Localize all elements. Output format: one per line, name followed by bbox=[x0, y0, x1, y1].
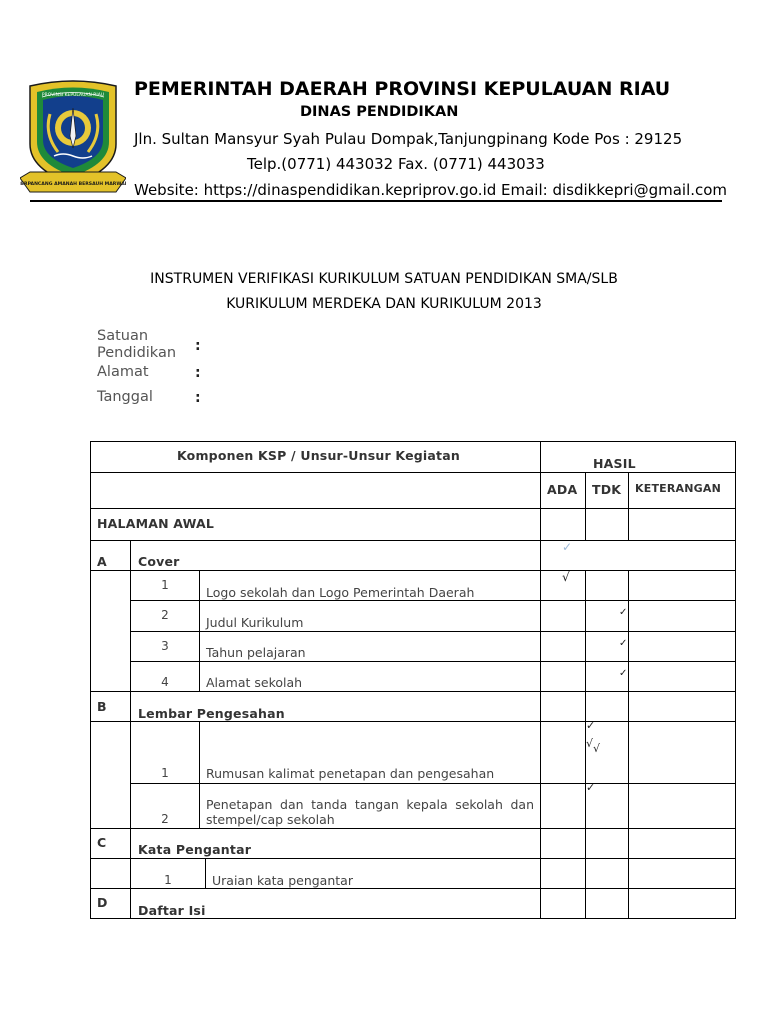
section-title-cover: Cover bbox=[138, 554, 180, 569]
check-mark-icon: √ bbox=[586, 737, 594, 750]
government-name: PEMERINTAH DAERAH PROVINSI KEPULAUAN RIAU bbox=[134, 78, 671, 100]
field-label-school-line1: Satuan bbox=[97, 328, 149, 344]
check-mark-icon: √ bbox=[562, 570, 570, 584]
check-mark-icon: √ bbox=[593, 742, 601, 755]
item-label-year: Tahun pelajaran bbox=[206, 645, 306, 660]
header-tdk: TDK bbox=[592, 482, 622, 497]
check-mark-icon: ✓ bbox=[562, 540, 573, 554]
section-title-toc: Daftar Isi bbox=[138, 903, 206, 918]
item-number: 3 bbox=[161, 639, 169, 653]
item-number: 1 bbox=[161, 766, 169, 780]
item-label-logo: Logo sekolah dan Logo Pemerintah Daerah bbox=[206, 585, 475, 600]
website-line: Website: https://dinaspendidikan.kepriprov.go.id Email: disdikkepri@gmail.com bbox=[134, 181, 728, 199]
item-label-preface: Uraian kata pengantar bbox=[212, 873, 353, 888]
item-number: 2 bbox=[161, 812, 169, 826]
phone-line: Telp.(0771) 443032 Fax. (0771) 443033 bbox=[247, 155, 545, 173]
item-label-title: Judul Kurikulum bbox=[206, 615, 304, 630]
item-number: 1 bbox=[164, 873, 172, 887]
department-name: DINAS PENDIDIKAN bbox=[300, 104, 459, 120]
item-number: 1 bbox=[161, 578, 169, 592]
section-title-preface: Kata Pengantar bbox=[138, 842, 252, 857]
header-keterangan: KETERANGAN bbox=[635, 482, 721, 495]
section-code-a: A bbox=[97, 554, 107, 569]
check-mark-icon: ✓ bbox=[619, 607, 628, 618]
item-label-signature bbox=[206, 797, 534, 827]
header-component: Komponen KSP / Unsur-Unsur Kegiatan bbox=[177, 448, 460, 463]
item-label-signature-line2: stempel/cap sekolah bbox=[206, 812, 335, 827]
item-number: 4 bbox=[161, 675, 169, 689]
section-halaman-awal: HALAMAN AWAL bbox=[97, 516, 215, 531]
field-label-date: Tanggal bbox=[97, 389, 153, 405]
field-colon-address: : bbox=[195, 365, 201, 381]
field-colon-date: : bbox=[195, 390, 201, 406]
header-result: HASIL bbox=[593, 456, 636, 471]
section-code-c: C bbox=[97, 835, 107, 850]
item-number: 2 bbox=[161, 608, 169, 622]
item-label-approval-statement: Rumusan kalimat penetapan dan pengesahan bbox=[206, 766, 495, 781]
document-subtitle: KURIKULUM MERDEKA DAN KURIKULUM 2013 bbox=[226, 296, 542, 312]
document-title: INSTRUMEN VERIFIKASI KURIKULUM SATUAN PENDIDIKAN SMA/SLB bbox=[150, 271, 618, 287]
check-mark-icon: ✓ bbox=[586, 719, 596, 732]
field-label-school-line2: Pendidikan bbox=[97, 345, 177, 361]
section-code-d: D bbox=[97, 895, 108, 910]
check-mark-icon: ✓ bbox=[586, 781, 596, 794]
section-code-b: B bbox=[97, 699, 107, 714]
section-title-approval: Lembar Pengesahan bbox=[138, 706, 285, 721]
item-label-address: Alamat sekolah bbox=[206, 675, 303, 690]
logo-emblem-text: PROVINSI KEPULAUAN RIAU bbox=[41, 93, 105, 98]
check-mark-icon: ✓ bbox=[619, 638, 628, 649]
check-mark-icon: ✓ bbox=[619, 668, 628, 679]
field-label-address: Alamat bbox=[97, 364, 149, 380]
logo-motto: BERPANCANG AMANAH BERSAUH MARWAH bbox=[20, 182, 126, 187]
address-line: Jln. Sultan Mansyur Syah Pulau Dompak,Tanjungpinang Kode Pos : 29125 bbox=[134, 130, 683, 148]
field-colon-school: : bbox=[195, 338, 201, 354]
header-ada: ADA bbox=[547, 482, 578, 497]
item-label-signature-line1: Penetapan dan tanda tangan kepala sekolah dan bbox=[206, 797, 534, 812]
